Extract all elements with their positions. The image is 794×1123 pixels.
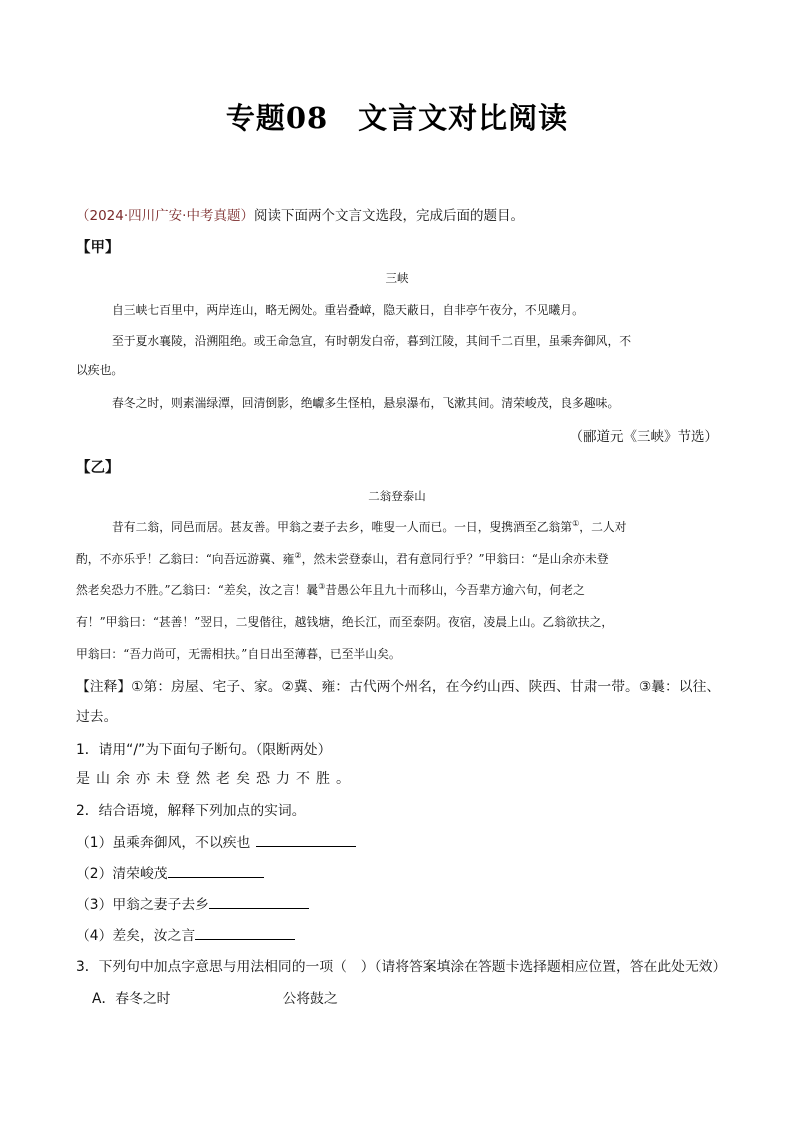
question-2-item-2 bbox=[76, 862, 264, 882]
jia-paragraph-2a: 至于夏水襄陵，沿溯阻绝。或王命急宣，有时朝发白帝，暮到江陵，其间千二百里，虽乘奔御风，不 bbox=[112, 334, 632, 348]
answer-blank[interactable] bbox=[256, 834, 356, 847]
question-2: 2．结合语境，解释下列加点的实词。 bbox=[76, 803, 306, 819]
q2-item-4-text: （4）差矣，汝之言 bbox=[76, 928, 196, 944]
jia-title: 三峡 bbox=[385, 271, 409, 285]
answer-blank[interactable] bbox=[209, 896, 309, 909]
yi-line-1a: 昔有二翁，同邑而居。甚友善。甲翁之妻子去乡，唯叟一人而已。一日，叟携酒至乙翁第 bbox=[112, 520, 573, 534]
option-a-label: A．春冬之时 bbox=[92, 991, 171, 1007]
intro-source[interactable]: （2024·四川广安·中考真题） bbox=[76, 208, 254, 224]
q2-item-3-text: （3）甲翁之妻子去乡 bbox=[76, 897, 209, 913]
question-2-item-3 bbox=[76, 893, 309, 913]
note-marker-3: ③ bbox=[318, 582, 326, 592]
q2-item-2-text: （2）清荣峻茂 bbox=[76, 866, 168, 882]
intro-line bbox=[76, 204, 524, 224]
question-1-sentence: 是山余亦未登然老矣恐力不胜。 bbox=[76, 771, 356, 787]
jia-paragraph-2b: 以疾也。 bbox=[76, 363, 124, 377]
option-a-pair: 公将鼓之 bbox=[282, 991, 338, 1007]
q2-item-1-text: （1）虽乘奔御风，不以疾也 bbox=[76, 835, 251, 851]
jia-label: 【甲】 bbox=[76, 240, 120, 256]
topic-number: 专题08 bbox=[225, 101, 329, 135]
yi-title: 二翁登泰山 bbox=[368, 489, 426, 503]
jia-source: （郦道元《三峡》节选） bbox=[569, 429, 718, 445]
topic-name: 文言文对比阅读 bbox=[358, 101, 569, 135]
notes-line-1: 【注释】①第：房屋、宅子、家。②冀、雍：古代两个州名，在今约山西、陕西、甘肃一带。③曩：以往、 bbox=[76, 679, 721, 695]
notes-line-2: 过去。 bbox=[76, 709, 118, 725]
question-1: 1．请用“/”为下面句子断句。（限断两处） bbox=[76, 742, 332, 758]
question-2-item-1 bbox=[76, 831, 356, 851]
yi-line-2 bbox=[76, 550, 609, 567]
question-2-item-4 bbox=[76, 924, 295, 944]
yi-line-3a: 然老矣恐力不胜。”乙翁曰：“差矣，汝之言！曩 bbox=[76, 583, 319, 597]
yi-line-4: 有！”甲翁曰：“甚善！”翌日，二叟偕往，越钱塘，绝长江，而至泰阴。夜宿，凌晨上山。乙翁欲扶之， bbox=[76, 615, 614, 629]
answer-blank[interactable] bbox=[195, 927, 295, 940]
intro-text: 阅读下面两个文言文选段，完成后面的题目。 bbox=[253, 208, 524, 224]
yi-line-2b: ，然未尝登泰山，君有意同行乎？”甲翁曰：“是山余亦未登 bbox=[301, 552, 609, 566]
yi-line-3b: 昔愚公年且九十而移山，今吾辈方逾六旬，何老之 bbox=[325, 583, 585, 597]
yi-line-3 bbox=[76, 581, 585, 598]
question-3-option-a[interactable] bbox=[92, 987, 338, 1007]
jia-paragraph-3: 春冬之时，则素湍绿潭，回清倒影，绝巘多生怪柏，悬泉瀑布，飞漱其间。清荣峻茂，良多趣味。 bbox=[112, 396, 620, 410]
note-marker-1: ① bbox=[572, 519, 580, 529]
note-marker-2: ② bbox=[294, 551, 302, 561]
yi-line-1 bbox=[112, 518, 626, 535]
yi-line-2a: 酌，不亦乐乎！乙翁曰：“向吾远游冀、雍 bbox=[76, 552, 295, 566]
page-title bbox=[0, 96, 794, 137]
question-3: 3．下列句中加点字意思与用法相同的一项（ ）（请将答案填涂在答题卡选择题相应位置，答在此处无效） bbox=[76, 959, 727, 975]
answer-blank[interactable] bbox=[168, 865, 264, 878]
jia-paragraph-1: 自三峡七百里中，两岸连山，略无阙处。重岩叠嶂，隐天蔽日，自非亭午夜分，不见曦月。 bbox=[112, 303, 584, 317]
yi-label: 【乙】 bbox=[76, 460, 120, 476]
yi-line-1b: ，二人对 bbox=[579, 520, 627, 534]
yi-line-5: 甲翁曰：“吾力尚可，无需相扶。”自日出至薄暮，已至半山矣。 bbox=[76, 647, 401, 661]
